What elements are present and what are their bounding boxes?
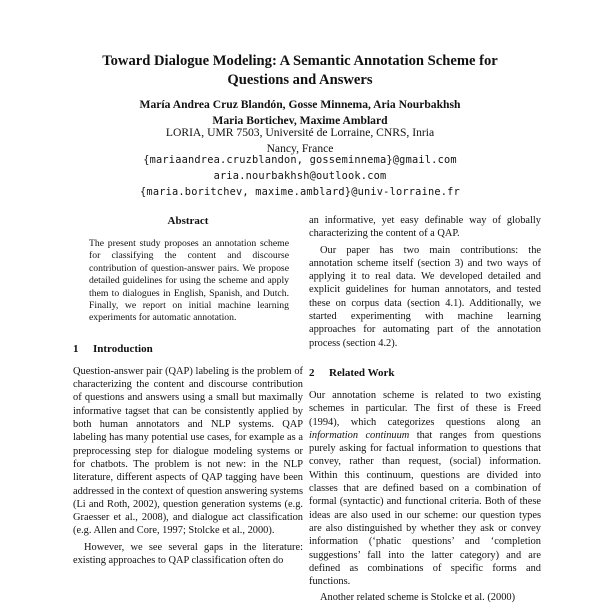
section-heading-related-work [309,366,541,380]
related-paragraph [309,389,541,588]
email-line: {mariaandrea.cruzblandon, gosseminnema}@gmail.com [143,154,457,166]
intro-paragraph: However, we see several gaps in the literature: existing approaches to QAP classification often do [73,541,303,566]
title-line: Questions and Answers [227,72,373,88]
section-number: 2 [309,366,315,379]
body-paragraph: an informative, yet easy definable way of globally characterizing the content of a QAP. [309,215,541,240]
affiliation-line: Nancy, France [266,142,334,155]
title-line: Toward Dialogue Modeling: A Semantic Annotation Scheme for [102,53,498,69]
related-paragraph: Another related scheme is Stolcke et al. (2000) [320,592,516,604]
paper-title [60,52,540,90]
affiliation-line: LORIA, UMR 7503, Université de Lorraine, CNRS, Inria [165,126,435,139]
contributions-paragraph: Our paper has two main contributions: the annotation scheme itself (section 3) and two ways of applying it to real data. We developed detailed and explicit guidelines for human annotators, and tested these on corpus data (section 4.1). Additionally, we started experimenting with machine learning approaches for automating part of the annotation process (section 4.2). [309,244,541,349]
text-run: Our annotation scheme is related to two existing schemes in particular. The first of these is Freed (1994), which categorizes questions along an [309,389,541,428]
text-run: that ranges from questions purely asking for factual information to questions that convey, rather than request, (social) information. Within this continuum, questions are divided into classes that are defined based on a combination of formal (syntactic) and functional criteria. Both of these ideas are also used in our scheme: our question types are also distinguished by whether they ask or convey information (‘phatic questions’ and ‘completion suggestions’ fall into the latter category) and are defined as combinations of specific forms and functions. [309,429,541,588]
intro-paragraph: Question-answer pair (QAP) labeling is the problem of characterizing the content and discourse contribution of questions and answers using a small but maximally informative tagset that can be consistently applied by both human annotators and NLP systems. QAP labeling has many potential use cases, for example as a preprocessing step for dialogue modeling systems or for chatbots. The problem is not new: in the NLP literature, different aspects of QAP tagging have been addressed in the context of question answering systems (Li and Roth, 2002), question generation systems (e.g. Graesser et al., 2008), and dialogue act classification (e.g. Allen and Core, 1997; Stolcke et al., 2000). [73,365,303,537]
section-title: Related Work [329,366,395,379]
emphasis-text: information continuum [309,429,410,441]
abstract-heading: Abstract [167,215,209,227]
left-column [73,214,303,567]
abstract-text: The present study proposes an annotation scheme for classifying the content and discourse contribution of question-answer pairs. We propose detailed guidelines for using the scheme and apply them to dialogues in English, Spanish, and Dutch. Finally, we report on initial machine learning experiments for automatic annotation. [89,238,289,324]
section-heading-introduction [73,342,303,356]
right-column [309,214,541,605]
authors-line: María Andrea Cruz Blandón, Gosse Minnema, Aria Nourbakhsh [139,98,461,111]
email-line: aria.nourbakhsh@outlook.com [213,170,387,182]
email-line: {maria.boritchev, maxime.amblard}@univ-lorraine.fr [140,186,460,198]
authors-line: Maria Bortichev, Maxime Amblard [212,114,388,127]
section-number: 1 [73,342,79,355]
section-title: Introduction [93,342,153,355]
author-emails [60,152,540,200]
